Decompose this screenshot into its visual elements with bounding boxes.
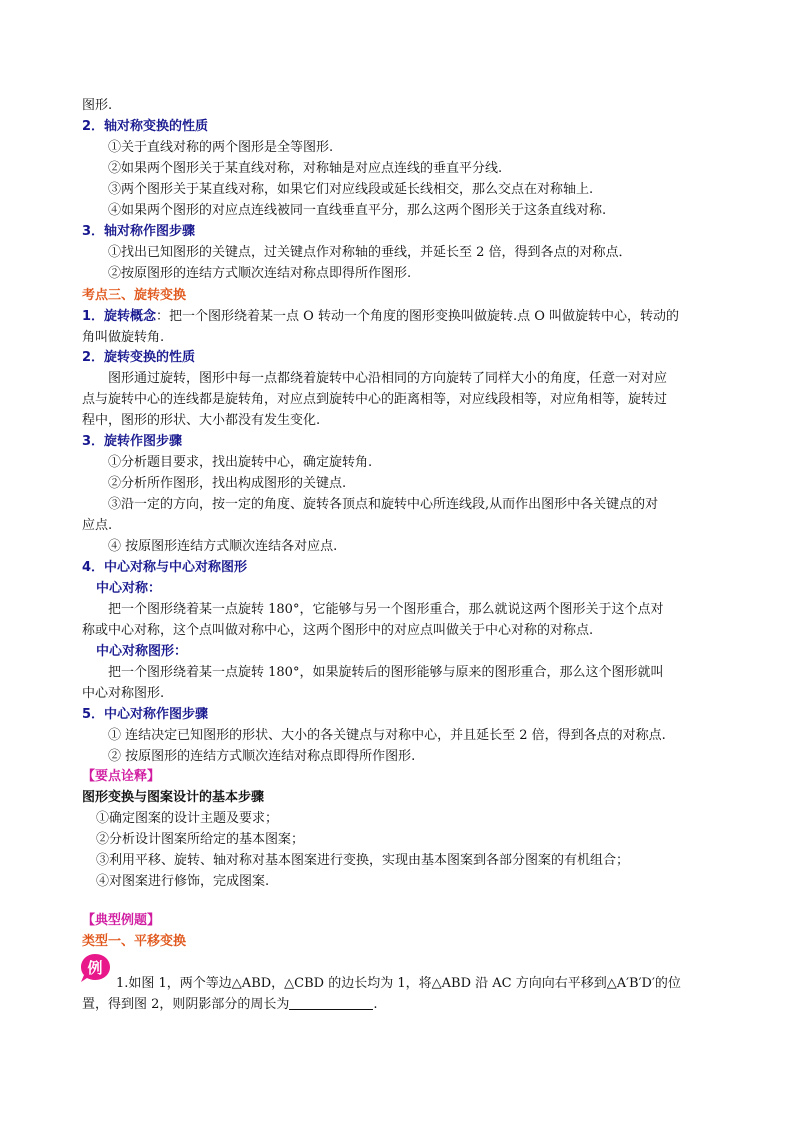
list-item: ② 按原图形的连结方式顺次连结对称点即得所作图形. (108, 749, 416, 764)
list-item: ① 连结决定已知图形的形状、大小的各关键点与对称中心，并且延长至 2 倍，得到各点的对称点. (108, 728, 666, 743)
list-item: ③沿一定的方向，按一定的角度、旋转各顶点和旋转中心所连线段,从而作出图形中各关键点的对 (108, 497, 659, 512)
list-item: ④如果两个图形的对应点连线被同一直线垂直平分，那么这两个图形关于这条直线对称. (108, 203, 607, 218)
subheading-central-symmetric-figure: 中心对称图形： (96, 644, 188, 659)
question-text: 置，得到图 2，则阴影部分的周长为 (82, 997, 290, 1012)
paragraph-line: 点与旋转中心的连线都是旋转角，对应点到旋转中心的距离相等，对应线段相等，对应角相等，旋转过 (82, 392, 668, 407)
definition-text: ：把一个图形绕着某一点 O 转动一个角度的图形变换叫做旋转.点 O 叫做旋转中心，转动的 (156, 309, 680, 324)
section-heading: 2．旋转变换的性质 (82, 350, 196, 365)
list-item: ②分析设计图案所给定的基本图案； (96, 832, 305, 847)
answer-blank[interactable] (289, 995, 373, 1010)
list-item: ③利用平移、旋转、轴对称对基本图案进行变换，实现由基本图案到各部分图案的有机组合； (96, 853, 630, 868)
list-item: ④ 按原图形连结方式顺次连结各对应点. (108, 539, 338, 554)
term-label: 1．旋转概念 (82, 309, 157, 324)
section-heading: 5．中心对称作图步骤 (82, 707, 209, 722)
list-item: ①关于直线对称的两个图形是全等图形. (108, 140, 334, 155)
paragraph-line: 程中，图形的形状、大小都没有发生变化. (82, 413, 321, 428)
section-heading: 4．中心对称与中心对称图形 (82, 560, 248, 575)
section-heading: 3．轴对称作图步骤 (82, 224, 196, 239)
example-badge-icon (80, 953, 114, 983)
text-line: 图形. (82, 98, 113, 113)
paragraph-line: 图形通过旋转，图形中每一点都绕着旋转中心沿相同的方向旋转了同样大小的角度，任意一对对应 (108, 371, 668, 386)
paragraph-line: 称或中心对称，这个点叫做对称中心，这两个图形中的对应点叫做关于中心对称的对称点. (82, 623, 594, 638)
subheading-design-steps: 图形变换与图案设计的基本步骤 (82, 790, 265, 805)
type-heading: 类型一、平移变换 (82, 934, 187, 949)
subheading-central-symmetry: 中心对称： (96, 581, 162, 596)
list-item: ①找出已知图形的关键点，过关键点作对称轴的垂线，并延长至 2 倍，得到各点的对称点． (108, 245, 632, 260)
text-line: 角叫做旋转角. (82, 330, 165, 345)
definition-line (82, 306, 714, 327)
example-question-line: 1.如图 1，两个等边△ABD，△CBD 的边长均为 1，将△ABD 沿 AC 方向向右平移到△A′B′D′的位 (116, 976, 681, 991)
list-item: ④对图案进行修饰，完成图案. (96, 874, 270, 889)
example-badge-label: 例 (87, 959, 103, 977)
text-line: 应点. (82, 518, 113, 533)
list-item: ③两个图形关于某直线对称，如果它们对应线段或延长线相交，那么交点在对称轴上. (108, 182, 594, 197)
question-end: . (373, 997, 378, 1012)
key-points-heading: 【要点诠释】 (82, 769, 161, 784)
list-item: ②如果两个图形关于某直线对称，对称轴是对应点连线的垂直平分线. (108, 161, 503, 176)
section-heading: 3．旋转作图步骤 (82, 434, 183, 449)
section-heading: 2．轴对称变换的性质 (82, 119, 209, 134)
topic-heading: 考点三、旋转变换 (82, 288, 187, 303)
paragraph-line: 把一个图形绕着某一点旋转 180°，如果旋转后的图形能够与原来的图形重合，那么这个图形就叫 (108, 665, 664, 680)
examples-heading: 【典型例题】 (82, 913, 161, 928)
list-item: ①确定图案的设计主题及要求； (96, 811, 279, 826)
list-item: ②按原图形的连结方式顺次连结对称点即得所作图形. (108, 266, 412, 281)
paragraph-line: 把一个图形绕着某一点旋转 180°，它能够与另一个图形重合，那么就说这两个图形关于这个点对 (108, 602, 664, 617)
list-item: ①分析题目要求，找出旋转中心，确定旋转角. (108, 455, 373, 470)
paragraph-line: 中心对称图形. (82, 686, 165, 701)
example-question-line (82, 994, 714, 1015)
list-item: ②分析所作图形，找出构成图形的关键点. (108, 476, 347, 491)
